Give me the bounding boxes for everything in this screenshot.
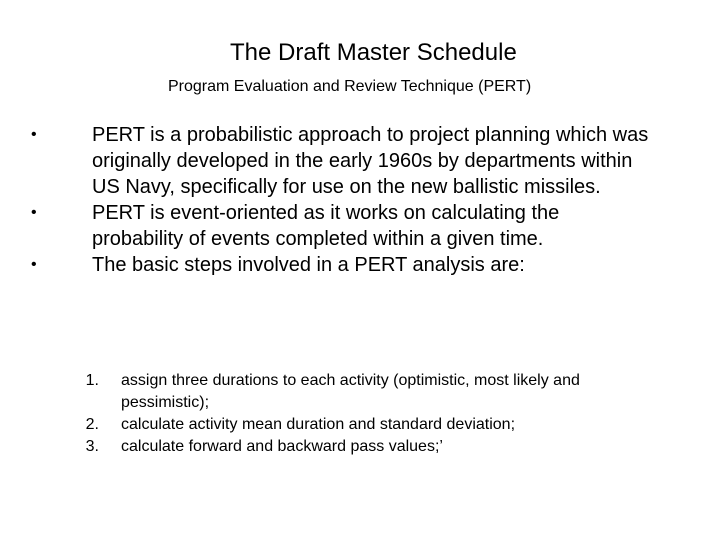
bullet-marker: •	[31, 256, 37, 273]
step-number: 2.	[85, 416, 99, 433]
bullet-text: PERT is event-oriented as it works on calculating the probability of events completed within a given time.	[92, 202, 560, 250]
step-item	[0, 414, 661, 436]
bullet-marker: •	[31, 204, 37, 221]
step-text: calculate activity mean duration and standard deviation;	[121, 416, 516, 433]
step-text: assign three durations to each activity (optimistic, most likely and pessimistic);	[121, 372, 580, 411]
slide-title: The Draft Master Schedule	[230, 39, 517, 66]
bullet-marker: •	[31, 126, 37, 143]
slide-subtitle: Program Evaluation and Review Technique (PERT)	[168, 78, 532, 95]
bullet-item	[0, 122, 652, 200]
bullet-item	[0, 252, 652, 278]
numbered-step-list	[0, 370, 720, 458]
bullet-list	[0, 122, 720, 278]
step-text: calculate forward and backward pass values;’	[121, 438, 443, 455]
step-item	[0, 436, 661, 458]
bullet-text: The basic steps involved in a PERT analysis are:	[92, 254, 525, 276]
bullet-item	[0, 200, 652, 252]
step-item	[0, 370, 661, 414]
step-number: 3.	[85, 438, 99, 455]
bullet-text: PERT is a probabilistic approach to project planning which was originally developed in the early 1960s by departments within US Navy, specifically for use on the new ballistic missiles.	[92, 124, 649, 198]
step-number: 1.	[85, 372, 99, 389]
